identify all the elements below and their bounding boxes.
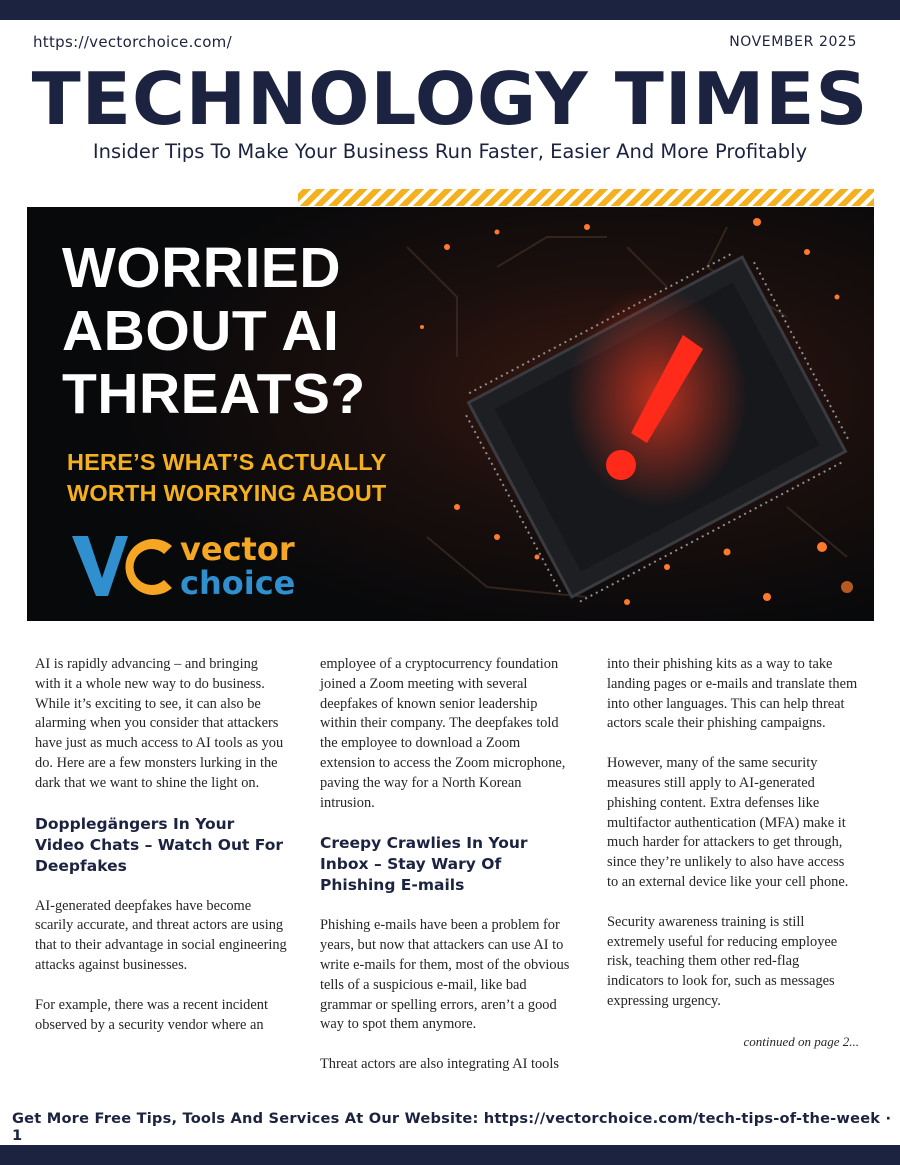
article-paragraph: Phishing e-mails have been a problem for years, but now that attackers can use AI to write e-mails for them, most of the obvious tells of a suspicious e-mail, like bad grammar or spelling errors, aren’t a good way to spot them anymore. (320, 917, 570, 1033)
masthead-title: TECHNOLOGY TIMES (31, 57, 869, 141)
article-column-3 (607, 655, 859, 1052)
top-border-bar (0, 0, 900, 20)
article-paragraph: For example, there was a recent incident observed by a security vendor where an (35, 996, 268, 1033)
bottom-border-bar (0, 1145, 900, 1165)
hero-headline-line: WORRIED (62, 236, 341, 300)
site-url[interactable]: https://vectorchoice.com/ (33, 33, 232, 51)
article-paragraph: AI is rapidly advancing – and bringing with it a whole new way to do business. While it’s exciting to see, it can also be alarming when you consider that attackers have just as much access to AI tools as you do. Here are a few monsters lurking in the dark that we want to shine the light on. (35, 656, 284, 791)
article-column-1 (35, 655, 287, 1055)
article-subheading: Creepy Crawlies In Your Inbox – Stay Wary Of Phishing E-mails (320, 834, 528, 895)
tagline: Insider Tips To Make Your Business Run Faster, Easier And More Profitably (92, 140, 808, 163)
hazard-stripe-divider (298, 189, 874, 206)
article-paragraph: Security awareness training is still extremely useful for reducing employee risk, teaching them other red-flag indicators to look for, such as messages expressing urgency. (607, 913, 838, 1009)
article-column-2 (320, 655, 572, 1095)
footer-website-callout[interactable]: Get More Free Tips, Tools And Services At Our Website: https://vectorchoice.com/tech-tips-of-the-week · 1 (12, 1110, 892, 1144)
logo-word-choice: choice (180, 564, 296, 602)
hero-headline (62, 237, 366, 426)
vector-choice-logo (72, 532, 372, 602)
issue-date: NOVEMBER 2025 (729, 34, 857, 50)
article-paragraph: employee of a cryptocurrency foundation joined a Zoom meeting with several deepfakes of known senior leadership within their company. The deepfakes told the employee to download a Zoom extension to access the Zoom microphone, paving the way for a North Korean intrusion. (320, 656, 566, 811)
article-paragraph: However, many of the same security measures still apply to AI-generated phishing content. Extra defenses like multifactor authentication (MFA) make it much harder for attackers to get through, since they’re unlikely to also have access to an external device like your cell phone. (607, 755, 849, 890)
hero-subheadline-line: HERE’S WHAT’S ACTUALLY (67, 449, 387, 475)
hero-headline-line: ABOUT AI (62, 299, 340, 363)
article-paragraph: AI-generated deepfakes have become scarily accurate, and threat actors are using that to their advantage in social engineering attacks against businesses. (35, 897, 287, 973)
logo-wordmark (180, 532, 295, 600)
hero-headline-line: THREATS? (62, 362, 366, 426)
logo-word-vector: vector (180, 530, 295, 568)
hero-banner (27, 207, 874, 621)
continued-on-page-link[interactable]: continued on page 2... (743, 1033, 859, 1049)
vc-logo-mark-icon (72, 532, 180, 602)
hero-subheadline (67, 447, 386, 509)
hero-subheadline-line: WORTH WORRYING ABOUT (67, 480, 387, 506)
article-subheading: Dopplegängers In Your Video Chats – Watch Out For Deepfakes (35, 814, 284, 875)
article-paragraph: Threat actors are also integrating AI tools (320, 1056, 559, 1073)
article-paragraph: into their phishing kits as a way to take landing pages or e-mails and translate them into other languages. This can help threat actors scale their phishing campaigns. (607, 656, 858, 732)
